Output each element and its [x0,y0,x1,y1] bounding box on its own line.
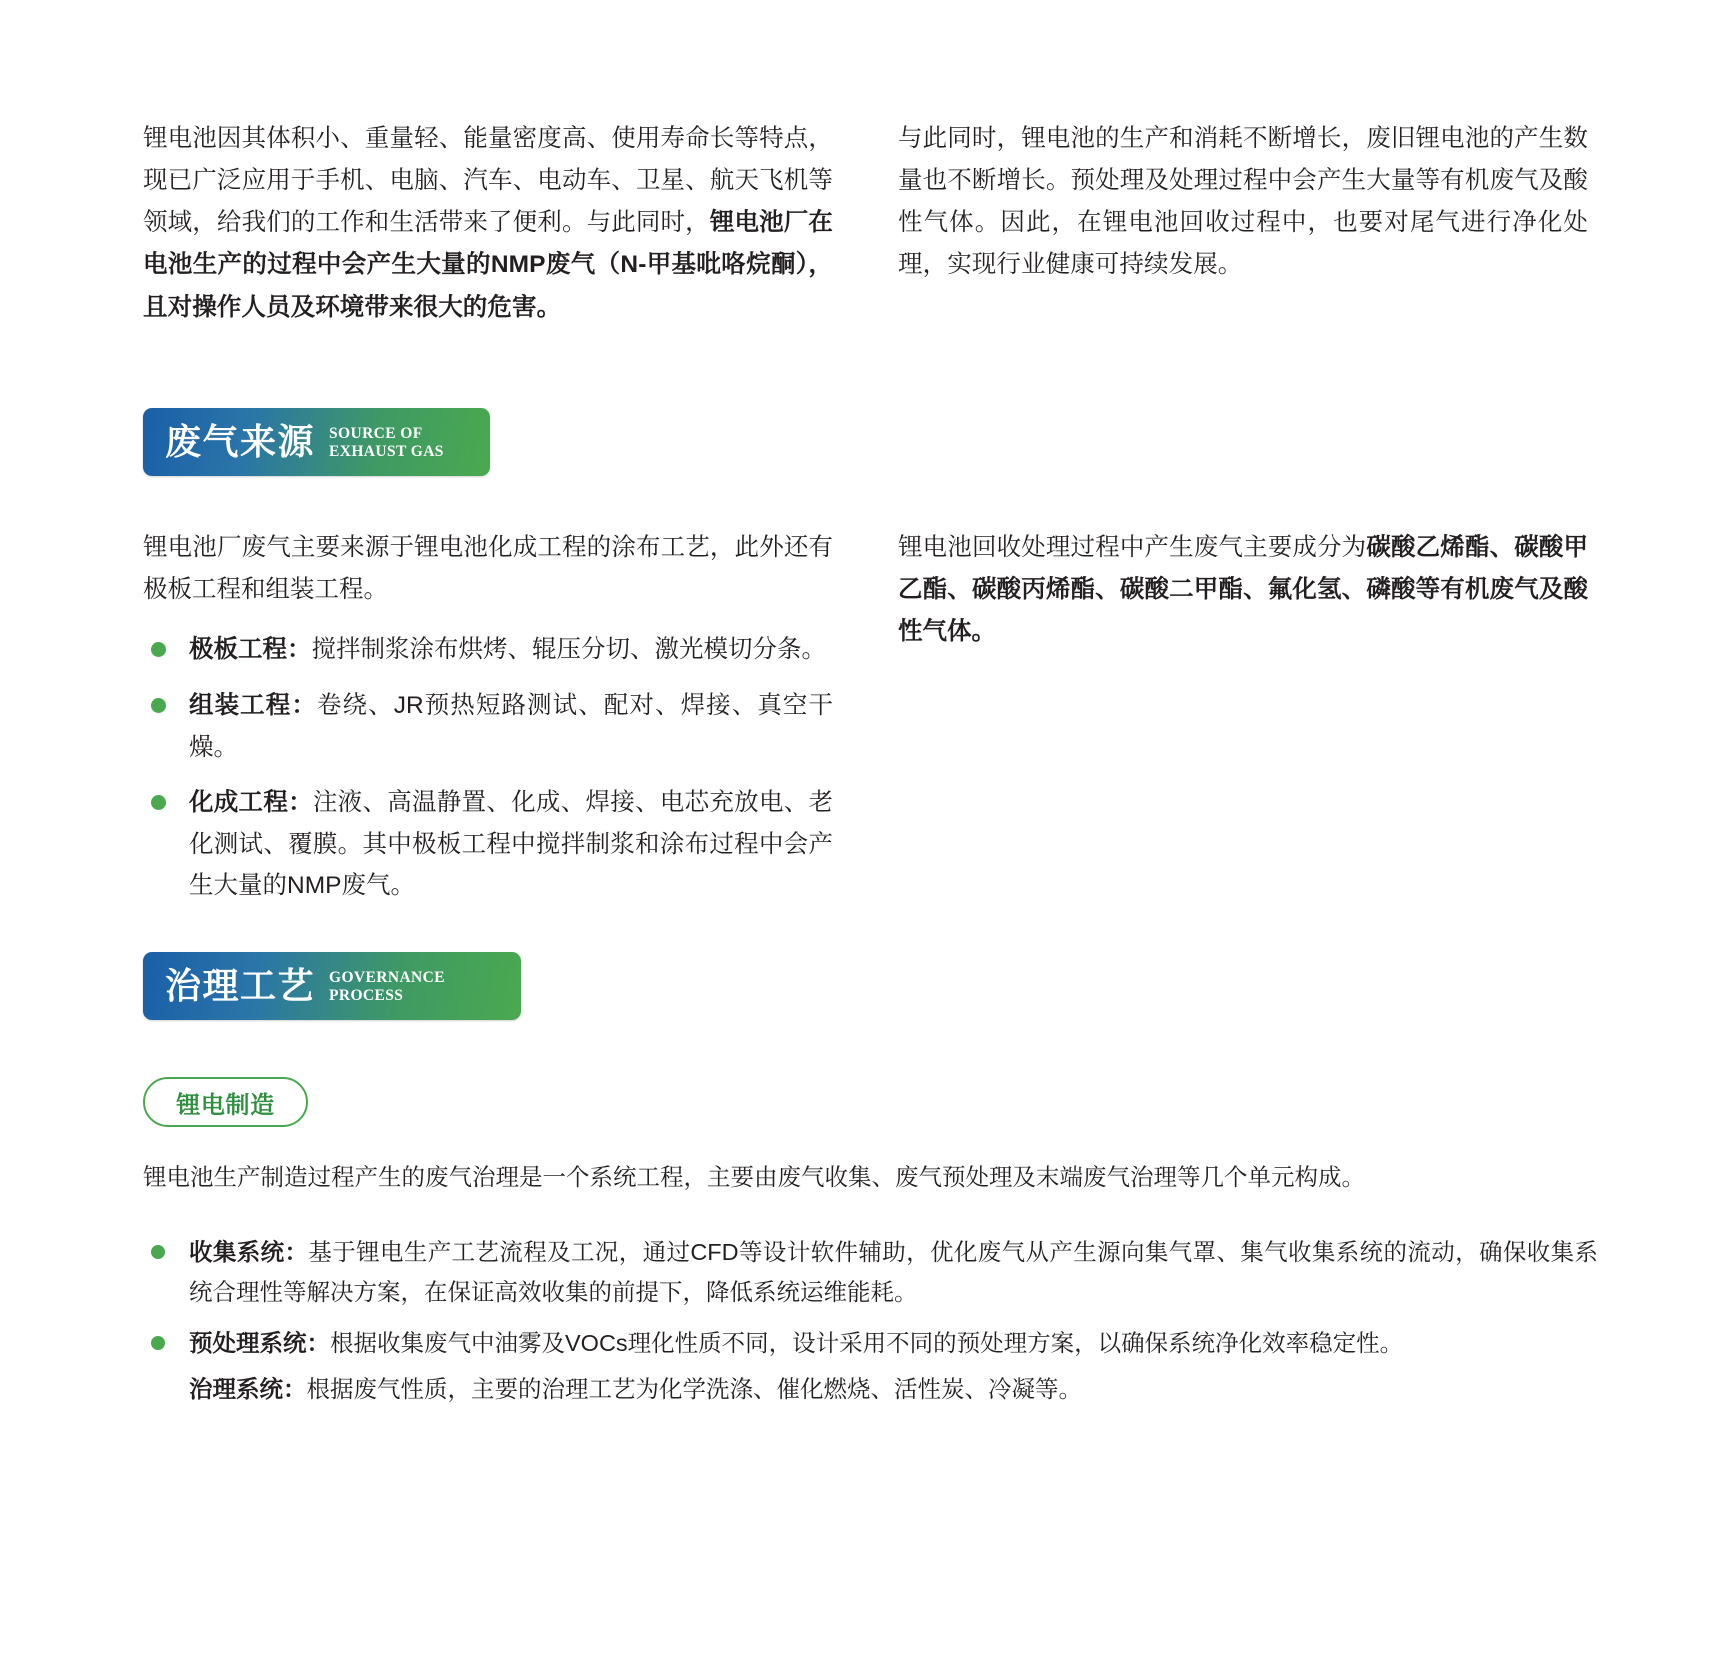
governance-intro-paragraph: 锂电池生产制造过程产生的废气治理是一个系统工程，主要由废气收集、废气预处理及末端废气治理等几个单元构成。 [143,1164,1365,1190]
section-banner-governance-title: 治理工艺 [165,965,316,1006]
list-item [143,782,833,907]
list-item-text: 卷绕、JR预热短路测试、配对、焊接、真空干燥。 [189,691,833,761]
section-banner-source-subtitle-line2: EXHAUST GAS [329,443,444,460]
list-item-lead: 预处理系统： [189,1329,330,1356]
intro-left-text: 锂电池因其体积小、重量轻、能量密度高、使用寿命长等特点，现已广泛应用于手机、电脑、汽车、电动车、卫星、航天飞机等领域，给我们的工作和生活带来了便利。与此同时， [143,125,833,237]
list-item [143,1323,1598,1363]
list-item [143,685,833,768]
list-item [143,629,833,671]
section-banner-governance-subtitle-line2: PROCESS [329,987,404,1004]
list-item-lead: 极板工程： [189,636,312,664]
list-item-text: 基于锂电生产工艺流程及工况，通过CFD等设计软件辅助，优化废气从产生源向集气罩、集气收集系统的流动，确保收集系统合理性等解决方案，在保证高效收集的前提下，降低系统运维能耗。 [189,1239,1599,1306]
subsection-pill-label [143,1077,308,1127]
source-right-paragraph [898,527,1588,653]
source-bullet-list [143,629,833,907]
intro-right-text: 与此同时，锂电池的生产和消耗不断增长，废旧锂电池的产生数量也不断增长。预处理及处理过程中会产生大量等有机废气及酸性气体。因此，在锂电池回收过程中，也要对尾气进行净化处理，实现行业健康可持续发展。 [898,125,1588,279]
intro-section [143,118,1593,329]
bullet-dot-icon [151,1336,165,1350]
section-banner-governance-subtitle-line1: GOVERNANCE [329,968,445,986]
section-banner-source-title: 废气来源 [165,421,316,462]
source-right-bold-text: 碳酸乙烯酯、碳酸甲乙酯、碳酸丙烯酯、碳酸二甲酯、氟化氢、磷酸等有机废气及酸性气体。 [898,534,1589,646]
section-banner-source [143,408,490,476]
bullet-dot-icon [151,1245,165,1259]
section-banner-source-subtitle-line1: SOURCE OF [329,424,423,442]
bullet-dot-icon [151,795,166,810]
section-banner-governance [143,952,521,1020]
section-banner-source-subtitle [329,425,444,462]
source-right-column [898,527,1588,921]
section-banner-governance-subtitle [329,969,445,1006]
bullet-dot-icon [151,642,166,657]
list-item [143,1369,1598,1409]
subsection-pill-text: 锂电制造 [176,1091,275,1119]
governance-bullet-list [143,1232,1598,1420]
list-item [143,1232,1598,1313]
intro-paragraph-left [143,118,833,329]
list-item-text: 注液、高温静置、化成、焊接、电芯充放电、老化测试、覆膜。其中极板工程中搅拌制浆和涂布过程中会产生大量的NMP废气。 [189,789,834,900]
list-item-lead: 收集系统： [189,1239,309,1265]
list-item-lead: 化成工程： [189,789,313,817]
source-right-text: 锂电池回收处理过程中产生废气主要成分为 [898,534,1367,561]
intro-paragraph-right [898,118,1588,329]
source-left-intro: 锂电池厂废气主要来源于锂电池化成工程的涂布工艺，此外还有极板工程和组装工程。 [143,534,833,604]
list-item-text: 根据收集废气中油雾及VOCs理化性质不同，设计采用不同的预处理方案，以确保系统净化效率稳定性。 [330,1329,1404,1356]
bullet-dot-icon [151,698,166,713]
intro-left-bold-text: 锂电池厂在电池生产的过程中会产生大量的NMP废气（N-甲基吡咯烷酮），且对操作人员及环境带来很大的危害。 [143,209,833,321]
list-item-text: 搅拌制浆涂布烘烤、辊压分切、激光模切分条。 [311,636,826,664]
source-section-body [143,527,1593,921]
list-item-lead: 治理系统： [189,1376,307,1403]
list-item-text: 根据废气性质，主要的治理工艺为化学洗涤、催化燃烧、活性炭、冷凝等。 [306,1376,1082,1403]
source-left-column [143,527,833,921]
list-item-lead: 组装工程： [189,691,317,719]
